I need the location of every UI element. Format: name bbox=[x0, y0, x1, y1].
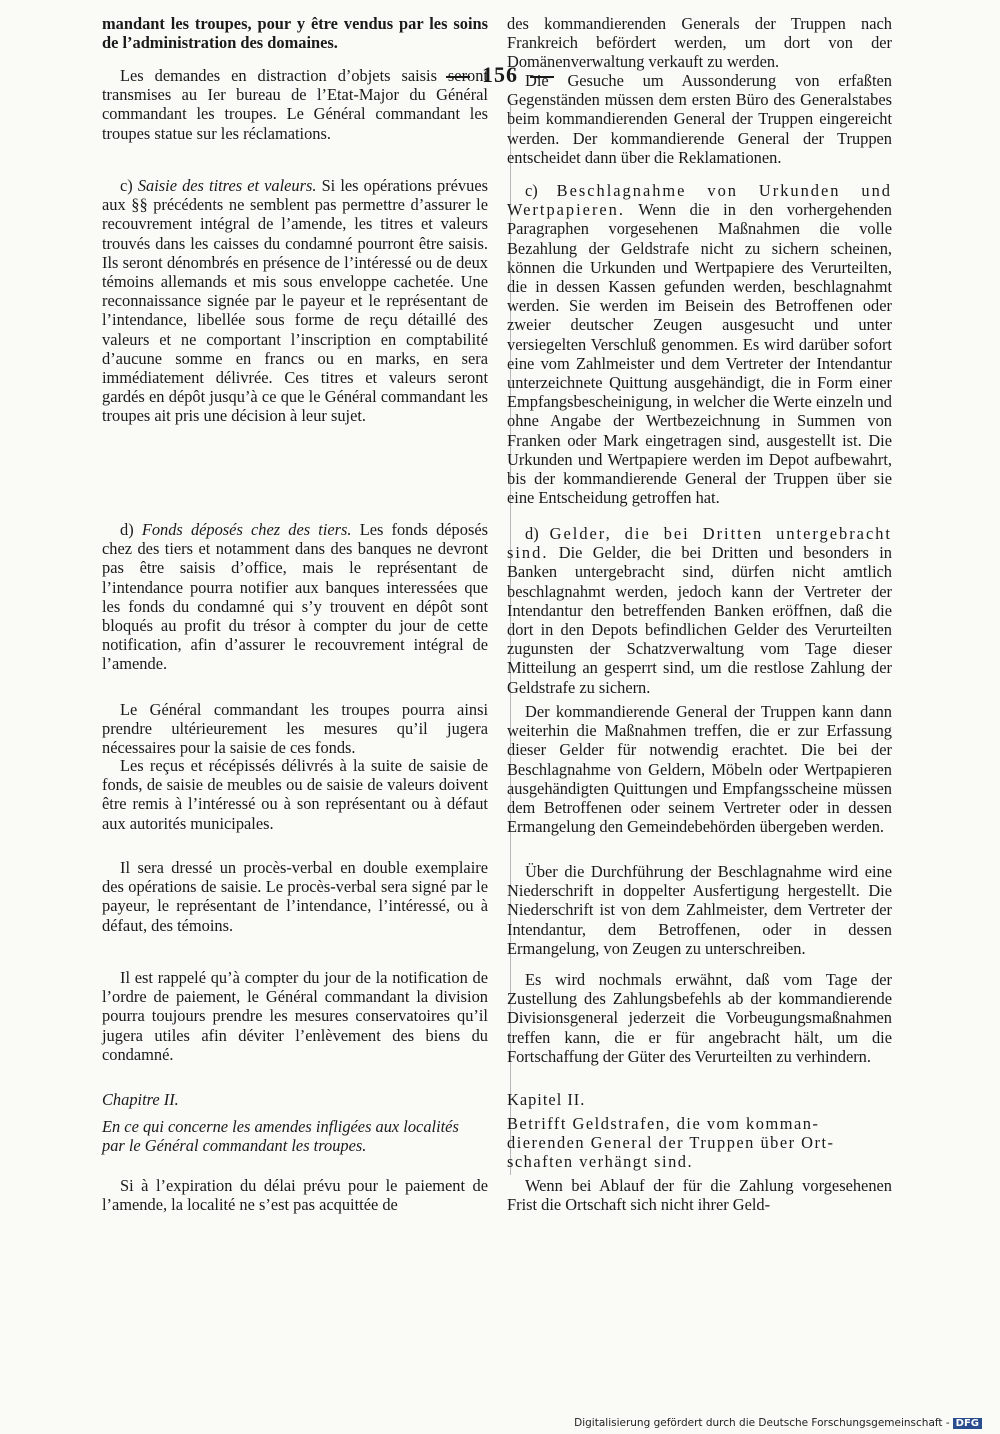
de-paragraph-5: Der kommandierende General der Truppen kann dann weiterhin die Maßnahmen treffen, die er zur Erfassung dieser Gelder für notwendig erachtet. Die bei der Beschlagnahme von Geldern, Möbeln oder Wertpapieren ausgehändigten Quittungen und Empfangsscheine müssen dem Betroffenen oder seinem Vertreter oder in dessen Ermangelung den Gemeindebehörden übergeben werden. bbox=[507, 702, 892, 837]
fr-chapter-title: Chapitre II. bbox=[102, 1090, 179, 1109]
fr-paragraph-d-body: Les fonds déposés chez des tiers et notamment dans des banques ne devront pas être saisis d’office, mais le représentant de l’intendance pourra notifier aux banques interessées que les fonds du condamné qui s’y trouvent en dépôt sont bloqués au profit du trésor à compter du jour de cette notification, afin d’assurer le recouvrement intégral de l’amende. bbox=[102, 520, 488, 674]
fr-paragraph-d-title: Fonds déposés chez des tiers. bbox=[141, 520, 352, 539]
fr-paragraph-c bbox=[102, 176, 488, 426]
de-paragraph-d-prefix: d) bbox=[525, 524, 550, 543]
fr-chapter-subheading bbox=[102, 1117, 488, 1155]
fr-subheading-line-2: par le Général commandant les troupes. bbox=[102, 1136, 367, 1156]
fr-paragraph-c-title: Saisie des titres et valeurs. bbox=[137, 176, 317, 195]
de-paragraph-c-prefix: c) bbox=[525, 181, 557, 200]
fr-paragraph-1: mandant les troupes, pour y être vendus par les soins de l’administration des domaines. bbox=[102, 14, 488, 53]
de-paragraph-d bbox=[507, 524, 892, 697]
de-paragraph-c bbox=[507, 181, 892, 507]
footer-text: Digitalisierung gefördert durch die Deutsche Forschungsgemeinschaft - bbox=[574, 1417, 950, 1429]
de-paragraph-7: Es wird nochmals erwähnt, daß vom Tage der Zustellung des Zahlungsbefehls ab der kommandierende Divisionsgeneral jederzeit die Vorbeugungsmaßnahmen treffen kann, die er für angebracht hält, um die Fortschaffung der Güter des Verurteilten zu verhindern. bbox=[507, 970, 892, 1066]
fr-subheading-line-1: En ce qui concerne les amendes infligées aux localités bbox=[102, 1117, 459, 1136]
de-chapter-subheading bbox=[507, 1114, 892, 1172]
footer-credit bbox=[574, 1417, 982, 1429]
fr-paragraph-6: Les reçus et récépissés délivrés à la suite de saisie de fonds, de saisie de meubles ou de saisie de valeurs doivent être remis à l’intéressé ou à son représentant ou à défaut aux autorités municipales. bbox=[102, 756, 488, 833]
fr-paragraph-c-prefix: c) bbox=[120, 176, 138, 195]
dfg-logo: DFG bbox=[953, 1418, 982, 1429]
fr-paragraph-c-body: Si les opérations prévues aux §§ précédents ne semblent pas permettre d’assurer le recouvrement intégral de l’amende, les titres et valeurs trouvés dans les caisses du condamné pourront être saisis. Ils seront dénombrés en présence de l’intéressé ou de deux témoins allemands et mis sous enveloppe cachetée. Une reconnaissance signée par le payeur et le représentant de l’intendance, libellée sous forme de reçu détaillé des valeurs et ne comportant l’inscription en comptabilité d’aucune somme en francs ou en marks, en sera immédiatement délivrée. Ces titres et valeurs seront gardés en dépôt jusqu’à ce que le Général commandant les troupes ait pris une décision à leur sujet. bbox=[102, 176, 488, 426]
de-subheading-line-1: Betrifft Geldstrafen, die vom komman- bbox=[507, 1114, 820, 1133]
de-subheading-line-3: schaften verhängt sind. bbox=[507, 1152, 694, 1172]
de-paragraph-d-body: Die Gelder, die bei Dritten und besonders in Banken untergebracht sind, dürfen nicht amtlich beschlagnahmt werden, jedoch kann der Vertreter der Intendantur den betreffenden Banken eröffnen, daß die dort in den Depots befindlichen Gelder des Verurteilten zugunsten der Schatzverwaltung vom Tage dieser Mitteilung an gesperrt sind, um die restlose Zahlung der Geldstrafe zu sichern. bbox=[507, 543, 892, 697]
de-paragraph-2: Die Gesuche um Aussonderung von erfaßten Gegenständen müssen dem ersten Büro des Generalstabes beim kommandierenden General der Truppen eingereicht werden. Der kommandierende General der Truppen entscheidet dann über die Reklamationen. bbox=[507, 71, 892, 167]
de-paragraph-1: des kommandierenden Generals der Truppen nach Frankreich befördert werden, um dort von der Domänenverwaltung verkauft zu werden. bbox=[507, 14, 892, 72]
fr-paragraph-d-prefix: d) bbox=[120, 520, 142, 539]
de-paragraph-c-body: Wenn die in den vorhergehenden Paragraphen vorgesehenen Maßnahmen die volle Bezahlung der Geldstrafe nicht zu sichern scheinen, können die Urkunden und Wertpapiere des Verurteilten, die in dessen Kassen gefunden werden, beschlagnahmt werden. Sie werden im Beisein des Betroffenen oder zweier deutscher Zeugen ausgesucht und unter versiegelten Verschluß genommen. Es wird darüber sofort eine vom Zahlmeister und dem Vertreter der Intendantur unterzeichnete Quittung ausgehändigt, die in Form einer Empfangsbescheinigung, in welcher die Werte einzeln und ohne Angabe der Wertbezeichnung in Summen von Franken oder Mark eingetragen sind, ausgestellt ist. Die Urkunden und Wertpapiere werden im Depot aufbewahrt, bis der kommandierende General der Truppen über sie eine Entscheidung getroffen hat. bbox=[507, 200, 892, 508]
fr-paragraph-7: Il sera dressé un procès-verbal en double exemplaire des opérations de saisie. Le procès-verbal sera signé par le payeur, le représentant de l’intendance, l’intéressé, ou à défaut, des témoins. bbox=[102, 858, 488, 935]
de-paragraph-6: Über die Durchführung der Beschlagnahme wird eine Niederschrift in doppelter Ausfertigung hergestellt. Die Niederschrift ist von dem Zahlmeister, dem Vertreter der Intendantur, dem Betroffenen, oder in dessen Ermangelung, von Zeugen zu unterschreiben. bbox=[507, 862, 892, 958]
fr-paragraph-9: Si à l’expiration du délai prévu pour le paiement de l’amende, la localité ne s’est pas acquittée de bbox=[102, 1176, 488, 1215]
de-subheading-line-2: dierenden General der Truppen über Ort- bbox=[507, 1133, 835, 1153]
fr-paragraph-8: Il est rappelé qu’à compter du jour de la notification de l’ordre de paiement, le Général commandant la division pourra toujours prendre les mesures conservatoires qu’il jugera utiles afin déviter l’enlèvement des biens du condamné. bbox=[102, 968, 488, 1064]
de-paragraph-c-title: Beschlagnahme von Urkunden und Wertpapieren. bbox=[507, 181, 892, 220]
de-chapter-title: Kapitel II. bbox=[507, 1090, 586, 1109]
de-paragraph-8: Wenn bei Ablauf der für die Zahlung vorgesehenen Frist die Ortschaft sich nicht ihrer Geld- bbox=[507, 1176, 892, 1215]
fr-paragraph-d bbox=[102, 520, 488, 674]
page-number-value: 156 bbox=[482, 62, 518, 87]
de-paragraph-d-title: Gelder, die bei Dritten untergebracht sind. bbox=[507, 524, 892, 563]
fr-paragraph-2: Les demandes en distraction d’objets saisis seront transmises au Ier bureau de l’Etat-Major du Général commandant les troupes. Le Général commandant les troupes statue sur les réclamations. bbox=[102, 66, 488, 143]
fr-paragraph-5: Le Général commandant les troupes pourra ainsi prendre ultérieurement les mesures qu’il jugera nécessaires pour la saisie de ces fonds. bbox=[102, 700, 488, 758]
